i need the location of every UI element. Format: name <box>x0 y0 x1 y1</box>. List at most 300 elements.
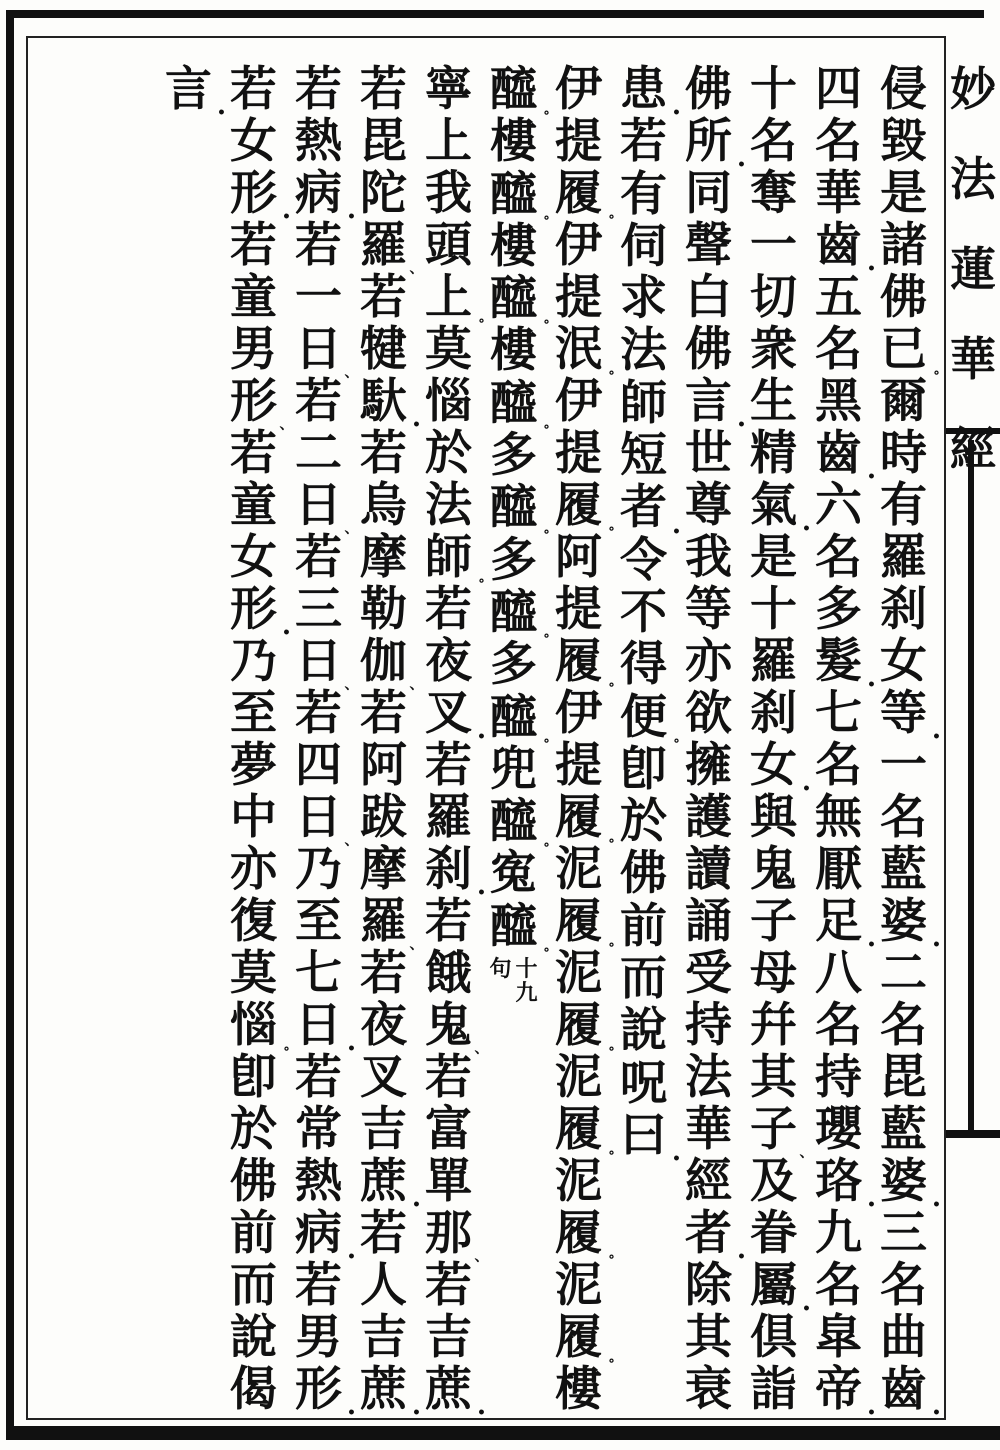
text-char: 童 <box>230 270 277 325</box>
punctuation-mark: • <box>867 261 876 277</box>
text-char: 伊 <box>555 62 602 117</box>
text-char: 佛 <box>685 322 732 377</box>
text-char: 熱 <box>295 114 342 169</box>
text-char: 黑 <box>815 374 862 429</box>
punctuation-mark: ∘ <box>607 365 616 381</box>
text-char: 髮 • <box>813 636 865 688</box>
text-char: 泥 <box>555 1154 602 1209</box>
text-column <box>416 42 489 1421</box>
punctuation-mark: • <box>282 209 291 225</box>
punctuation-mark: • <box>802 521 811 537</box>
text-column <box>286 42 359 1421</box>
interlinear-note <box>488 957 540 1005</box>
punctuation-mark: 、 <box>409 937 424 953</box>
punctuation-mark: ∘ <box>607 833 616 849</box>
text-char: 蔗 • <box>423 1364 475 1416</box>
text-char: 若 <box>425 1258 472 1313</box>
text-char: 刹 <box>880 582 927 637</box>
punctuation-mark: • <box>282 625 291 641</box>
punctuation-mark: • <box>347 209 356 225</box>
text-char: 若 <box>360 686 407 741</box>
text-char: 持 <box>685 998 732 1053</box>
text-char: 摩 <box>360 530 407 585</box>
text-char: 惱 <box>425 374 472 429</box>
text-body <box>36 42 941 1421</box>
text-char: 刹 <box>750 686 797 741</box>
text-char: 病 • <box>293 168 345 220</box>
text-char: 等 • <box>878 688 930 740</box>
punctuation-mark: • <box>347 1041 356 1057</box>
text-char: 履 ∘ <box>553 1104 605 1156</box>
text-char: 醯 ∘ <box>488 692 540 744</box>
margin-title-char: 法 <box>950 152 996 206</box>
text-char: 眷 <box>750 1206 797 1261</box>
text-char: 尊 <box>685 478 732 533</box>
text-char: 同 <box>685 166 732 221</box>
text-char: 若 <box>295 374 342 429</box>
text-char: 師 ∘ <box>423 532 475 584</box>
punctuation-mark: ∘ <box>607 1249 616 1265</box>
text-char: 是 <box>750 530 797 585</box>
text-char: 日 、 <box>295 790 359 849</box>
text-char: 乃 <box>230 634 277 689</box>
text-char: 提 <box>555 738 602 793</box>
bottom-border <box>6 1426 1000 1440</box>
text-char: 受 <box>685 946 732 1001</box>
text-char: 至 <box>295 894 342 949</box>
punctuation-mark: ∘ <box>607 1145 616 1161</box>
text-char: 若 <box>295 218 342 273</box>
text-char: 樓 <box>490 218 537 274</box>
text-char: 富 <box>425 1102 472 1157</box>
text-char: 中 <box>230 790 277 845</box>
text-char: 履 ∘ <box>553 792 605 844</box>
margin-title <box>950 44 1000 494</box>
text-char: 婆 • <box>878 896 930 948</box>
text-char: 寧 <box>425 62 472 117</box>
text-char: 吉 <box>425 1310 472 1365</box>
text-char: 曲 <box>880 1310 927 1365</box>
text-char: 六 <box>815 478 862 533</box>
text-char: 馱 • <box>358 376 410 428</box>
text-char: 夜 <box>425 634 472 689</box>
text-char: 若 <box>295 1258 342 1313</box>
text-char: 齒 • <box>813 428 865 480</box>
text-char: 履 ∘ <box>553 1000 605 1052</box>
text-char: 提 <box>555 114 602 169</box>
text-char: 寃 <box>490 846 537 902</box>
text-column <box>741 42 814 1417</box>
text-char: 日 • <box>293 1000 345 1052</box>
text-char: 經 <box>685 1154 732 1209</box>
punctuation-mark: ∘ <box>542 419 551 436</box>
text-char: 三 <box>295 582 342 637</box>
text-char: 卽 <box>230 1050 277 1105</box>
text-char: 常 <box>295 1102 342 1157</box>
punctuation-mark: • <box>932 729 941 745</box>
text-char: 厭 <box>815 842 862 897</box>
text-char: 名 <box>815 998 862 1053</box>
text-char: 兜 <box>490 741 537 797</box>
text-char: 名 <box>815 530 862 585</box>
text-char: 刹 • <box>423 844 475 896</box>
text-char: 伽 、 <box>360 634 424 693</box>
text-char: 泥 <box>555 842 602 897</box>
text-char: 及 <box>750 1154 797 1209</box>
text-char: 令 <box>620 532 667 588</box>
punctuation-mark: ∘ <box>542 837 551 854</box>
text-char: 頭 <box>425 218 472 273</box>
punctuation-mark: • <box>737 157 746 173</box>
punctuation-mark: • <box>867 677 876 693</box>
text-char: 夜 <box>360 998 407 1053</box>
punctuation-mark: ∘ <box>542 628 551 645</box>
text-char: 女 <box>230 114 277 169</box>
text-char: 時 <box>880 426 927 481</box>
text-char: 羅 、 <box>360 218 424 277</box>
text-char: 護 <box>685 790 732 845</box>
text-char: 毀 <box>880 114 927 169</box>
text-char: 九 <box>815 1206 862 1261</box>
text-char: 偈 <box>230 1362 277 1417</box>
text-char: 若 <box>620 114 667 170</box>
text-char: 說 <box>230 1310 277 1365</box>
punctuation-mark: • <box>477 1405 486 1421</box>
text-char: 羅 <box>880 530 927 585</box>
text-char: 夢 <box>230 738 277 793</box>
text-char: 醯 ∘ <box>488 796 540 848</box>
text-char: 佛 <box>685 62 732 117</box>
text-char: 至 <box>230 686 277 741</box>
text-char: 名 <box>750 114 797 169</box>
text-char: 法 <box>620 323 667 379</box>
text-char: 若 <box>295 1050 342 1105</box>
margin-title-char: 經 <box>950 422 996 476</box>
text-char: 白 <box>685 270 732 325</box>
text-char: 日 、 <box>295 478 359 537</box>
text-char: 生 <box>750 374 797 429</box>
text-char: 上 ∘ <box>423 272 475 324</box>
punctuation-mark: 、 <box>409 261 424 277</box>
text-char: 幷 <box>750 998 797 1053</box>
text-char: 患 • <box>618 64 670 116</box>
text-char: 其 <box>750 1050 797 1105</box>
text-char: 男 <box>295 1310 342 1365</box>
punctuation-mark: • <box>737 1249 746 1265</box>
text-char: 名 <box>815 114 862 169</box>
text-char: 惱 ∘ <box>228 1000 280 1052</box>
punctuation-mark: • <box>477 729 486 745</box>
text-char: 師 <box>620 375 667 431</box>
text-char: 男 <box>230 322 277 377</box>
text-char: 多 <box>815 582 862 637</box>
punctuation-mark: ∘ <box>607 937 616 953</box>
text-char: 履 ∘ <box>553 480 605 532</box>
text-char: 若 <box>360 426 407 481</box>
text-char: 若 <box>425 582 472 637</box>
punctuation-mark: ∘ <box>542 209 551 226</box>
text-char: 與 <box>750 790 797 845</box>
text-char: 已 ∘ <box>878 324 930 376</box>
text-char: 佛 <box>880 270 927 325</box>
text-char: 若 <box>295 62 342 117</box>
text-char: 名 <box>880 790 927 845</box>
text-char: 亦 <box>685 634 732 689</box>
text-char: 精 <box>750 426 797 481</box>
text-char: 日 、 <box>295 322 359 381</box>
text-char: 爾 <box>880 374 927 429</box>
text-char: 多 <box>490 532 537 588</box>
punctuation-mark: 、 <box>344 677 359 693</box>
punctuation-mark: • <box>672 105 681 122</box>
text-char: 莫 <box>425 322 472 377</box>
text-char: 日 、 <box>295 634 359 693</box>
text-char: 羅 <box>750 634 797 689</box>
text-char: 不 <box>620 584 667 640</box>
punctuation-mark: • <box>477 885 486 901</box>
text-char: 珞 • <box>813 1156 865 1208</box>
punctuation-mark: 、 <box>344 365 359 381</box>
text-char: 母 <box>750 946 797 1001</box>
text-char: 言 • <box>163 64 215 116</box>
text-char: 泥 <box>555 946 602 1001</box>
note-text: 句 <box>489 956 512 983</box>
punctuation-mark: • <box>932 937 941 953</box>
text-char: 名 <box>880 1258 927 1313</box>
text-char: 佛 <box>230 1154 277 1209</box>
text-char: 七 <box>815 686 862 741</box>
text-char: 倶 <box>750 1310 797 1365</box>
note-text: 十九 <box>515 956 538 1007</box>
text-char: 五 <box>815 270 862 325</box>
text-char: 若 <box>295 686 342 741</box>
punctuation-mark: • <box>802 781 811 797</box>
text-char: 有 <box>620 166 667 222</box>
text-char: 蔗 • <box>358 1364 410 1416</box>
text-char: 無 <box>815 790 862 845</box>
text-char: 伊 <box>555 218 602 273</box>
text-column <box>156 42 226 1412</box>
text-char: 一 <box>880 738 927 793</box>
punctuation-mark: ∘ <box>607 1041 616 1057</box>
text-char: 單 <box>425 1154 472 1209</box>
text-char: 而 <box>230 1258 277 1313</box>
text-column <box>676 42 746 1417</box>
text-char: 毘 <box>880 1050 927 1105</box>
text-char: 皐 <box>815 1310 862 1365</box>
text-char: 莫 <box>230 946 277 1001</box>
text-char: 卽 <box>620 741 667 797</box>
punctuation-mark: • <box>737 417 746 433</box>
text-column <box>481 42 551 1412</box>
punctuation-mark: • <box>867 937 876 953</box>
punctuation-mark: • <box>672 523 681 540</box>
text-char: 履 ∘ <box>553 896 605 948</box>
text-char: 衰 <box>685 1362 732 1417</box>
text-char: 若 <box>295 530 342 585</box>
text-char: 擁 <box>685 738 732 793</box>
text-char: 提 <box>555 582 602 637</box>
punctuation-mark: • <box>217 105 226 122</box>
punctuation-mark: ∘ <box>542 732 551 749</box>
margin-divider-bottom <box>946 1130 1000 1138</box>
text-char: 一 <box>750 218 797 273</box>
punctuation-mark: ∘ <box>607 677 616 693</box>
text-char: 形 • <box>228 584 280 636</box>
text-char: 法 <box>685 1050 732 1105</box>
punctuation-mark: 、 <box>279 417 294 433</box>
punctuation-mark: • <box>412 417 421 433</box>
text-char: 有 <box>880 478 927 533</box>
text-char: 若 <box>360 270 407 325</box>
punctuation-mark: ∘ <box>477 573 486 589</box>
text-char: 一 <box>295 270 342 325</box>
text-char: 形 • <box>293 1364 345 1416</box>
text-char: 乃 <box>295 842 342 897</box>
punctuation-mark: • <box>347 1405 356 1421</box>
text-char: 吉 <box>360 1102 407 1157</box>
text-char: 提 <box>555 270 602 325</box>
text-char: 前 <box>230 1206 277 1261</box>
text-char: 八 <box>815 946 862 1001</box>
text-char: 於 <box>425 426 472 481</box>
text-char: 誦 <box>685 894 732 949</box>
text-char: 十 <box>750 582 797 637</box>
text-char: 形 、 <box>230 374 294 433</box>
text-char: 屬 • <box>748 1260 800 1312</box>
text-char: 華 <box>685 1102 732 1157</box>
text-char: 阿 <box>555 530 602 585</box>
text-char: 叉 • <box>423 688 475 740</box>
punctuation-mark: • <box>412 1405 421 1421</box>
text-char: 烏 <box>360 478 407 533</box>
text-char: 短 <box>620 428 667 484</box>
punctuation-mark: 、 <box>344 521 359 537</box>
text-char: 若 <box>230 426 277 481</box>
text-char: 者 • <box>618 482 670 534</box>
text-char: 泯 ∘ <box>553 324 605 376</box>
text-char: 樓 <box>490 323 537 379</box>
text-char: 上 <box>425 114 472 169</box>
text-char: 多 <box>490 637 537 693</box>
punctuation-mark: 、 <box>409 677 424 693</box>
text-char: 詣 <box>750 1362 797 1417</box>
punctuation-mark: • <box>932 1405 941 1421</box>
punctuation-mark: 、 <box>474 1249 489 1265</box>
punctuation-mark: ∘ <box>607 209 616 225</box>
text-char: 鬼 <box>750 842 797 897</box>
text-char: 亦 <box>230 842 277 897</box>
text-char: 伊 <box>555 686 602 741</box>
text-char: 跋 <box>360 790 407 845</box>
punctuation-mark: • <box>802 1301 811 1317</box>
text-char: 我 <box>685 530 732 585</box>
text-char: 足 • <box>813 896 865 948</box>
text-char: 四 <box>815 62 862 117</box>
text-char: 等 <box>685 582 732 637</box>
text-char: 樓 <box>555 1362 602 1417</box>
text-char: 二 <box>880 946 927 1001</box>
text-char: 勒 <box>360 582 407 637</box>
text-char: 切 <box>750 270 797 325</box>
text-char: 我 <box>425 166 472 221</box>
text-char: 前 <box>620 898 667 954</box>
text-char: 阿 <box>360 738 407 793</box>
text-char: 便 ∘ <box>618 692 670 744</box>
punctuation-mark: • <box>412 1197 421 1213</box>
text-char: 名 <box>880 998 927 1053</box>
text-char: 衆 <box>750 322 797 377</box>
text-char: 齒 • <box>878 1364 930 1416</box>
text-char: 呪 <box>620 1055 667 1111</box>
text-char: 名 <box>815 322 862 377</box>
text-char: 醯 ∘ <box>488 64 540 116</box>
text-char: 者 • <box>683 1208 735 1260</box>
punctuation-mark: • <box>867 1405 876 1421</box>
text-char: 童 <box>230 478 277 533</box>
text-char: 於 <box>230 1102 277 1157</box>
punctuation-mark: • <box>867 1197 876 1213</box>
text-char: 樓 <box>490 114 537 170</box>
text-char: 求 <box>620 271 667 327</box>
text-char: 藍 <box>880 1102 927 1157</box>
text-char: 名 <box>815 738 862 793</box>
text-char: 吉 <box>360 1310 407 1365</box>
text-char: 若 <box>360 1206 407 1261</box>
punctuation-mark: • <box>932 1197 941 1213</box>
text-column <box>806 42 876 1421</box>
text-char: 醯 ∘ <box>488 482 540 534</box>
text-char: 履 ∘ <box>553 636 605 688</box>
text-char: 那 、 <box>425 1206 489 1265</box>
text-char: 人 <box>360 1258 407 1313</box>
text-char: 三 <box>880 1206 927 1261</box>
text-char: 氣 • <box>748 480 800 532</box>
text-char: 除 <box>685 1258 732 1313</box>
punctuation-mark: ∘ <box>542 314 551 331</box>
text-char: 七 <box>295 946 342 1001</box>
margin-title-char: 妙 <box>950 62 996 116</box>
punctuation-mark: ∘ <box>282 1041 291 1057</box>
punctuation-mark: 、 <box>799 1145 814 1161</box>
text-char: 形 • <box>228 168 280 220</box>
text-char: 履 ∘ <box>553 168 605 220</box>
punctuation-mark: ∘ <box>542 942 551 959</box>
punctuation-mark: ∘ <box>607 1353 616 1369</box>
text-char: 二 <box>295 426 342 481</box>
text-char: 言 • <box>683 376 735 428</box>
text-char: 鬼 、 <box>425 998 489 1057</box>
text-char: 若 <box>425 1050 472 1105</box>
text-column <box>546 42 616 1417</box>
text-char: 羅 、 <box>360 894 424 953</box>
text-char: 病 • <box>293 1208 345 1260</box>
margin-title-char: 蓮 <box>950 242 996 296</box>
text-char: 得 <box>620 637 667 693</box>
text-char: 醯 ∘ <box>488 169 540 221</box>
text-char: 若 <box>425 894 472 949</box>
text-char: 子 、 <box>750 1102 814 1161</box>
text-char: 讀 <box>685 842 732 897</box>
text-char: 婆 • <box>878 1156 930 1208</box>
text-char: 伊 <box>555 374 602 429</box>
text-char: 欲 <box>685 686 732 741</box>
text-char: 曰 • <box>618 1110 670 1162</box>
text-char: 伺 <box>620 218 667 274</box>
text-char: 毘 <box>360 114 407 169</box>
text-char: 子 <box>750 894 797 949</box>
text-char: 泥 <box>555 1258 602 1313</box>
